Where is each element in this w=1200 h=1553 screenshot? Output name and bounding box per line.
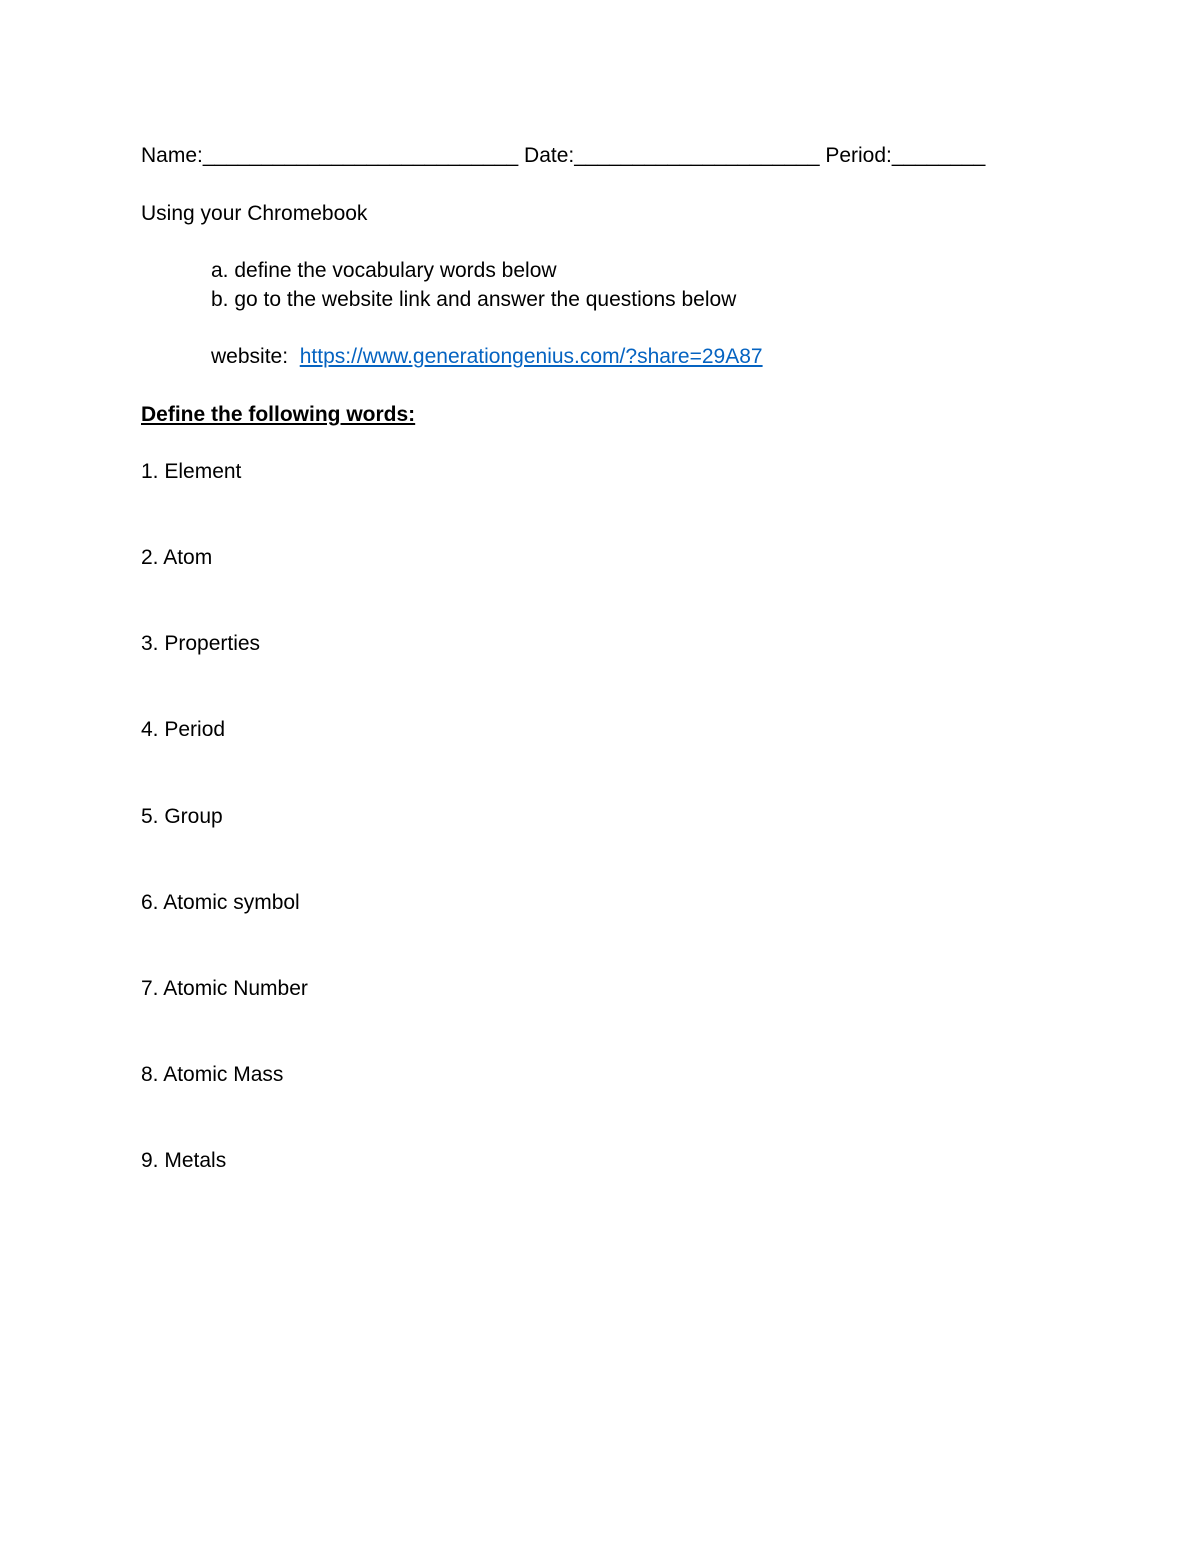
instruction-b: b. go to the website link and answer the questions below <box>211 288 737 311</box>
header-fields <box>141 141 985 171</box>
vocab-item: 8. Atomic Mass <box>141 1063 284 1086</box>
date-label: Date: <box>518 144 575 167</box>
website-row <box>211 342 763 372</box>
website-link[interactable]: https://www.generationgenius.com/?share=29A87 <box>299 345 763 368</box>
vocab-item: 7. Atomic Number <box>141 977 308 1000</box>
vocab-item: 6. Atomic symbol <box>141 891 300 914</box>
vocab-title: Define the following words: <box>141 403 416 426</box>
date-blank: _____________________ <box>574 144 820 167</box>
period-label: Period: <box>819 144 892 167</box>
name-label: Name: <box>141 144 203 167</box>
website-label: website: <box>211 345 289 368</box>
vocab-item: 1. Element <box>141 460 242 483</box>
instruction-a: a. define the vocabulary words below <box>211 259 557 282</box>
period-blank: ________ <box>891 144 986 167</box>
vocab-item: 9. Metals <box>141 1149 227 1172</box>
intro-heading: Using your Chromebook <box>141 202 368 225</box>
vocab-item: 3. Properties <box>141 632 261 655</box>
name-blank: ___________________________ <box>202 144 519 167</box>
vocab-item: 5. Group <box>141 805 223 828</box>
vocab-item: 2. Atom <box>141 546 213 569</box>
vocab-item: 4. Period <box>141 718 226 741</box>
